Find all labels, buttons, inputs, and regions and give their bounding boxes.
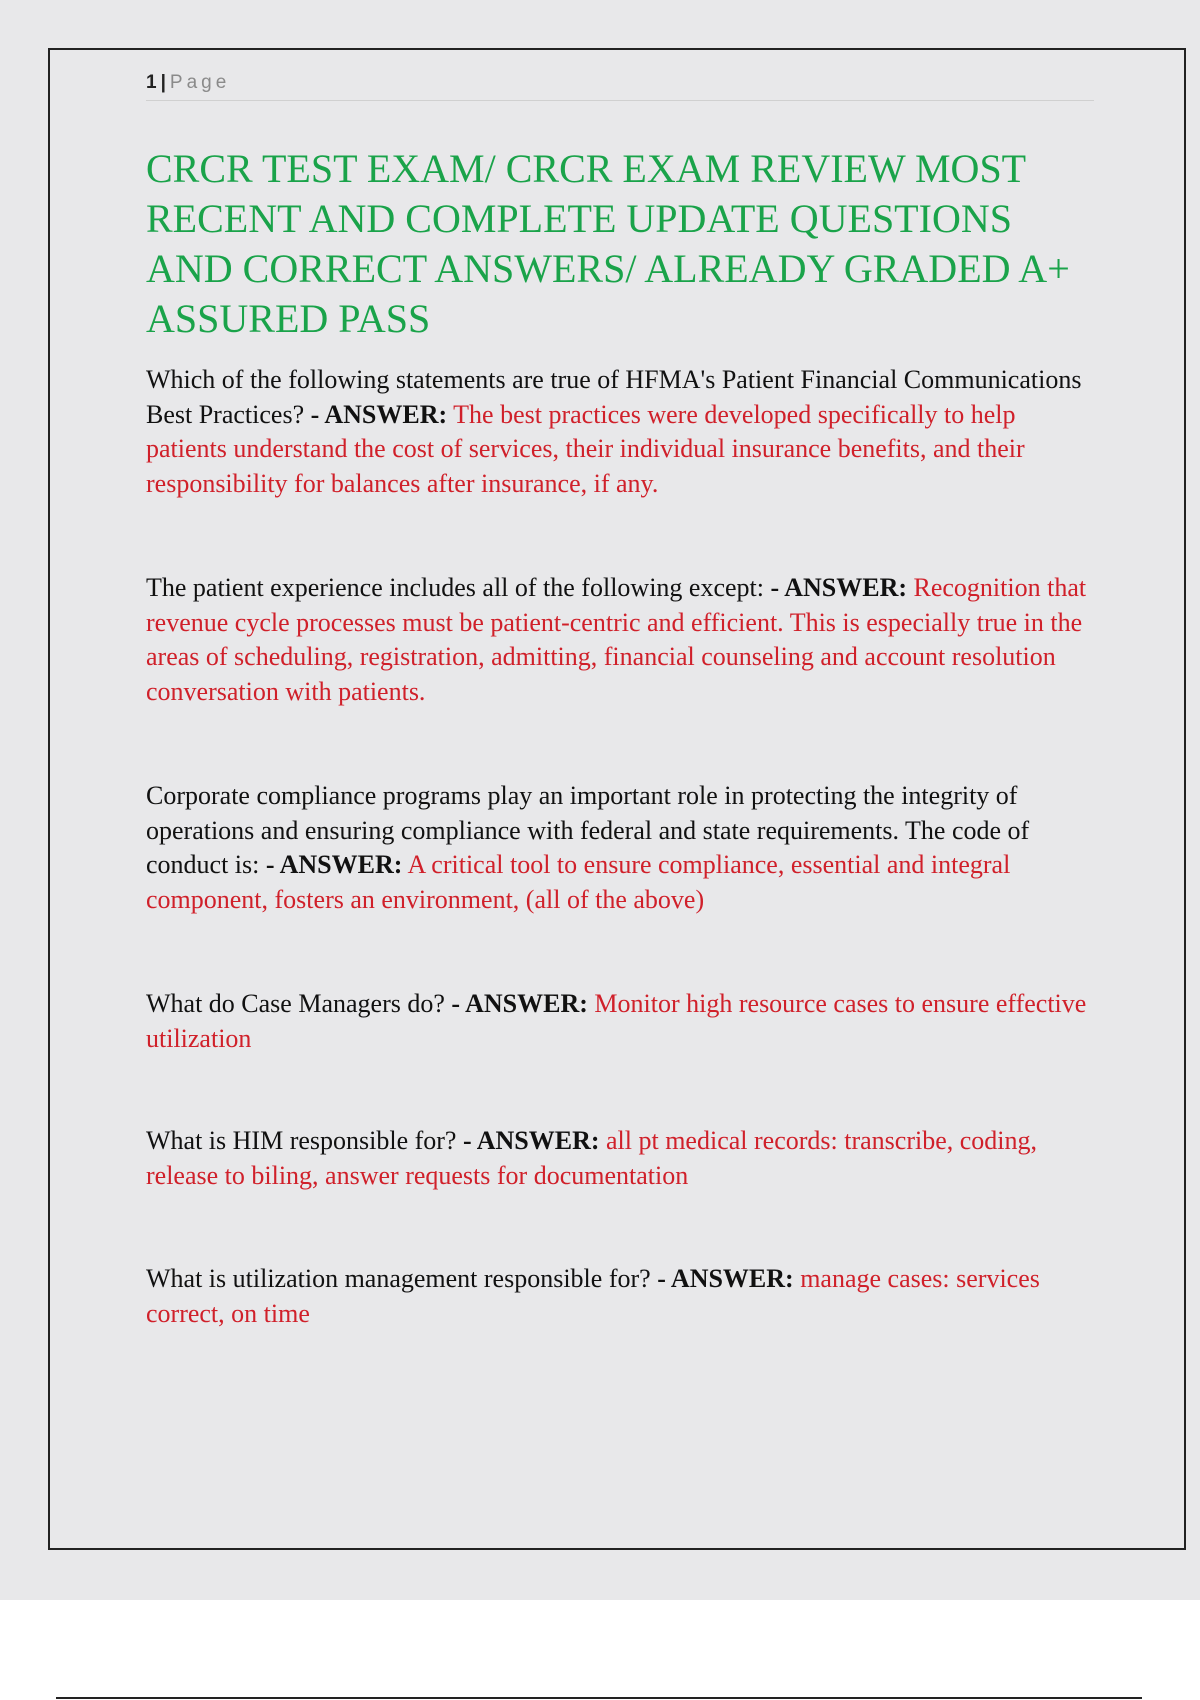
answer-text: Recognition that revenue cycle processes must be patient-centric and efficient. This is especially true in the areas of scheduling, registration, admitting, financial counseling and account resolution conversation with patients. (146, 573, 1087, 706)
answer-label: - ANSWER: (265, 850, 403, 879)
answer-label: - ANSWER: (310, 399, 448, 429)
answer-label: - ANSWER: (770, 573, 907, 602)
qa-item-3 (146, 779, 1096, 917)
answer-label: - ANSWER: (657, 1264, 794, 1293)
page-number: 1 (146, 72, 157, 93)
answer-text: Monitor high resource cases to ensure effective utilization (146, 989, 1087, 1053)
question-text: What is utilization management responsible for? (146, 1264, 651, 1293)
answer-text: manage cases: services correct, on time (146, 1264, 1040, 1328)
question-text: What do Case Managers do? (146, 989, 445, 1018)
answer-text: A critical tool to ensure compliance, essential and integral component, fosters an environment, (all of the above) (146, 850, 1011, 914)
question-text: What is HIM responsible for? (146, 1126, 457, 1155)
answer-text: The best practices were developed specifically to help patients understand the cost of services, their individual insurance benefits, and their responsibility for balances after insurance, if any. (146, 399, 1025, 498)
question-text: The patient experience includes all of the following except: (146, 573, 764, 602)
page-header (146, 72, 1094, 101)
question-text: Corporate compliance programs play an important role in protecting the integrity of operations and ensuring compliance with federal and state requirements. The code of conduct is: (146, 781, 1030, 879)
bottom-rule (56, 1697, 1142, 1699)
page-separator: | (160, 72, 166, 93)
answer-text: all pt medical records: transcribe, coding, release to biling, answer requests for documentation (146, 1126, 1038, 1190)
question-text: Which of the following statements are true of HFMA's Patient Financial Communications Best Practices? (146, 365, 1082, 429)
answer-label: - ANSWER: (451, 989, 588, 1018)
qa-item-4 (146, 987, 1096, 1056)
qa-item-2 (146, 571, 1096, 709)
qa-item-1 (146, 363, 1096, 501)
document-title: CRCR TEST EXAM/ CRCR EXAM REVIEW MOST RECENT AND COMPLETE UPDATE QUESTIONS AND CORRECT ANSWERS/ ALREADY GRADED A+ ASSURED PASS (146, 146, 1070, 341)
page-label: Page (169, 72, 231, 93)
answer-label: - ANSWER: (462, 1126, 600, 1155)
qa-item-5 (146, 1124, 1096, 1193)
qa-item-6 (146, 1262, 1096, 1331)
